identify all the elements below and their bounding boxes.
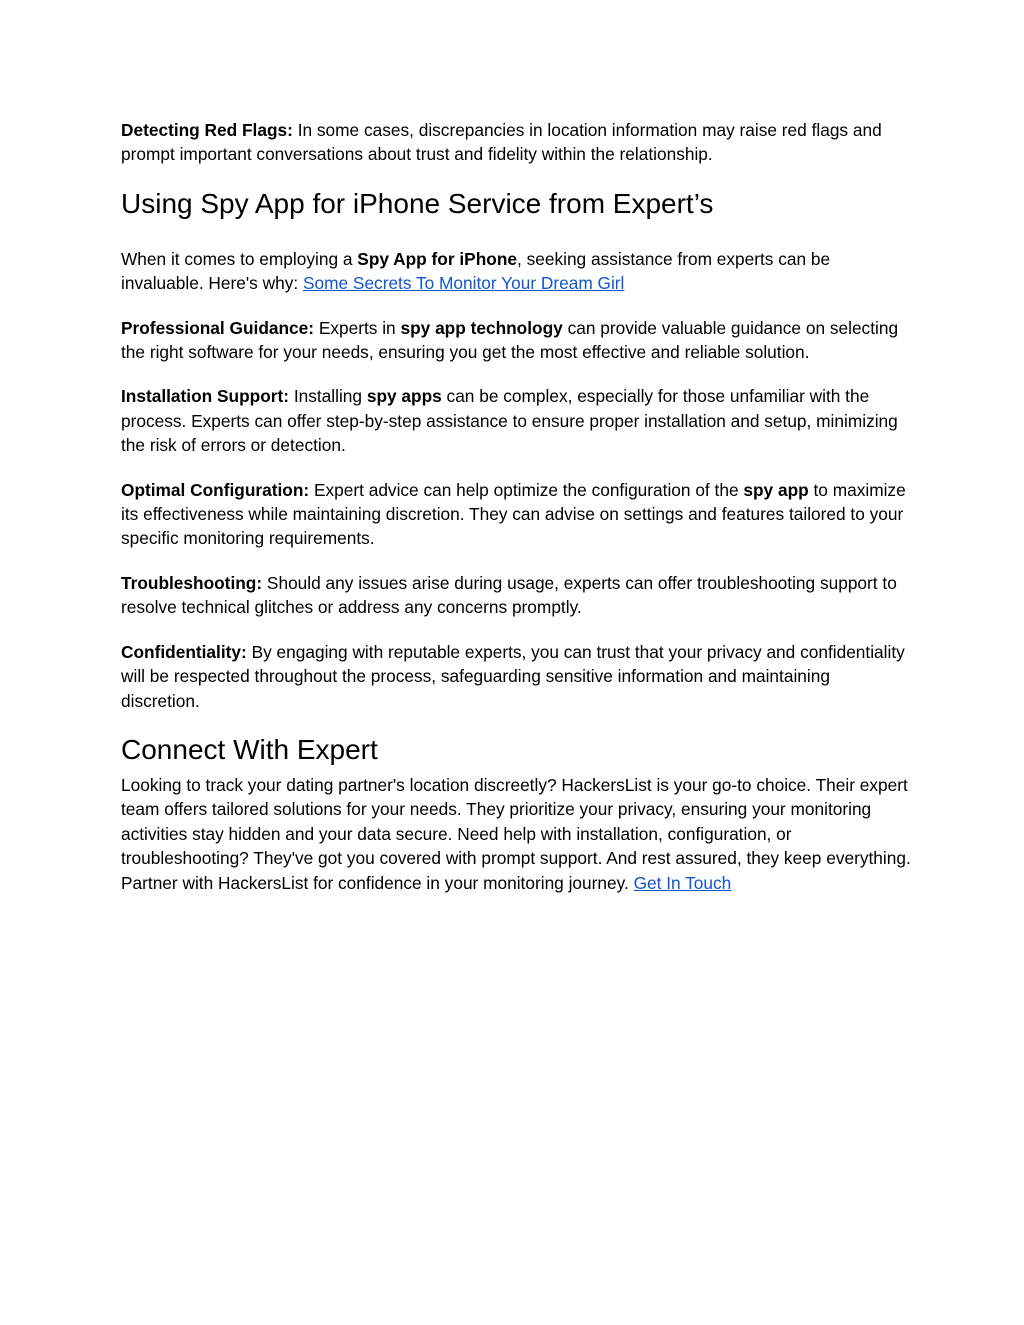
configuration-label: Optimal Configuration: <box>121 479 310 500</box>
red-flags-label: Detecting Red Flags: <box>121 120 293 140</box>
get-in-touch-link[interactable]: Get In Touch <box>633 872 732 893</box>
configuration-bold: spy app <box>743 479 809 500</box>
document-page <box>121 118 911 895</box>
confidentiality-text: By engaging with reputable experts, you can trust that your privacy and confidentiality will be respected throughout the process, safeguarding sensitive information and maintaining discretion. <box>121 641 905 711</box>
intro-bold: Spy App for iPhone <box>357 248 517 269</box>
configuration-paragraph <box>121 478 911 551</box>
professional-bold: spy app technology <box>400 317 563 338</box>
configuration-text-after: to maximize its effectiveness while maintaining discretion. They can advise on settings and features tailored to your specific monitoring requirements. <box>121 479 906 549</box>
troubleshooting-text: Should any issues arise during usage, experts can offer troubleshooting support to resolve technical glitches or address any concerns promptly. <box>121 572 897 618</box>
confidentiality-paragraph <box>121 640 911 713</box>
intro-text-before: When it comes to employing a <box>121 248 358 269</box>
installation-bold: spy apps <box>366 386 442 407</box>
intro-text-after: , seeking assistance from experts can be invaluable. Here's why: <box>121 248 831 294</box>
installation-paragraph <box>121 384 911 457</box>
configuration-text-before: Expert advice can help optimize the configuration of the <box>309 479 744 500</box>
secrets-link[interactable]: Some Secrets To Monitor Your Dream Girl <box>302 273 625 294</box>
red-flags-paragraph <box>121 118 911 167</box>
connect-heading: Connect With Expert <box>121 733 378 765</box>
confidentiality-label: Confidentiality: <box>121 641 247 662</box>
connect-text: Looking to track your dating partner's location discreetly? HackersList is your go-to choice. Their expert team offers tailored solutions for your needs. They prioritize your privacy, ensuring your monitoring activities stay hidden and your data secure. Need help with installation, configuration, or troubleshooting? They've got you covered with prompt support. And rest assured, they keep everything. Partner with HackersList for confidence in your monitoring journey. <box>121 774 911 893</box>
professional-text-before: Experts in <box>314 317 401 338</box>
red-flags-text: In some cases, discrepancies in location information may raise red flags and prompt important conversations about trust and fidelity within the relationship. <box>121 120 882 165</box>
professional-text-after: can provide valuable guidance on selecting the right software for your needs, ensuring you get the most effective and reliable solution. <box>121 317 899 363</box>
installation-label: Installation Support: <box>121 386 290 407</box>
professional-label: Professional Guidance: <box>121 317 315 338</box>
professional-paragraph <box>121 316 911 365</box>
intro-paragraph <box>121 247 911 296</box>
connect-paragraph <box>121 773 911 895</box>
troubleshooting-paragraph <box>121 571 911 620</box>
installation-text-before: Installing <box>289 386 367 407</box>
installation-text-after: can be complex, especially for those unfamiliar with the process. Experts can offer step-by-step assistance to ensure proper installation and setup, minimizing the risk of errors or detection. <box>121 386 898 456</box>
troubleshooting-label: Troubleshooting: <box>121 572 263 593</box>
spy-app-heading: Using Spy App for iPhone Service from Expert’s <box>121 187 714 219</box>
